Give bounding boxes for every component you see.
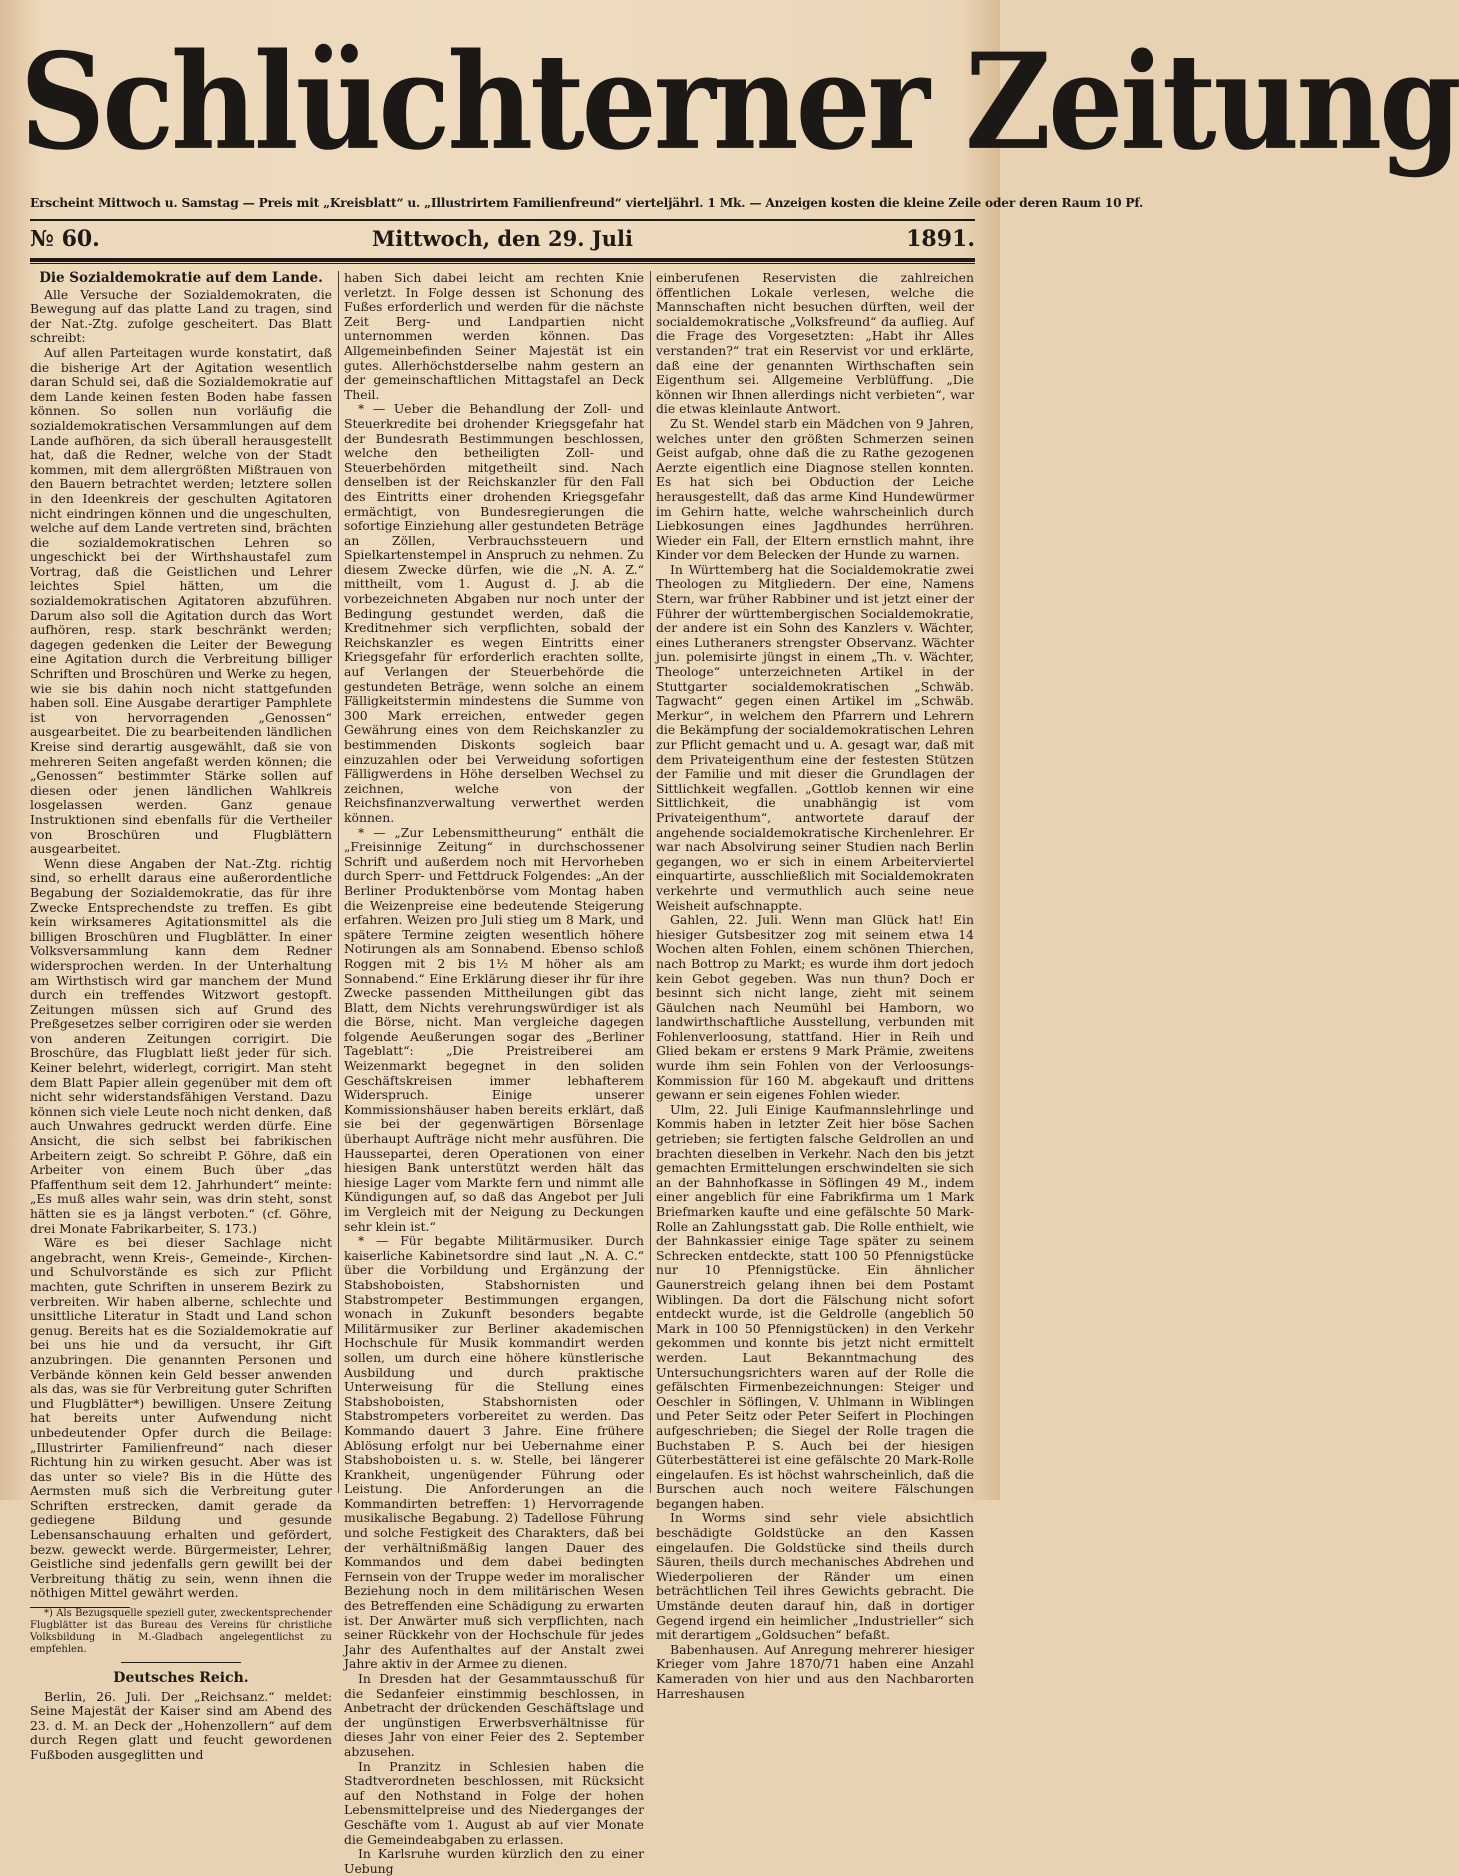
article-paragraph: haben Sich dabei leicht am rechten Knie verletzt. In Folge dessen ist Schonung des Fußes erforderlich und werden für die nächste Zeit Berg- und Landpartien nicht unternommen werden können. Das Allgemeinbefinden Seiner Majestät ist ein gutes. Allerhöchstderselbe nahm gestern an der gemeinschaftlichen Mittagstafel an Deck Theil. [344,270,644,402]
header-rule [30,219,975,221]
issue-dateline [30,226,975,256]
footnote: *) Als Bezugsquelle speziell guter, zweckentsprechender Flugblätter ist das Bureau des Vereins für christliche Volksbildung in M.-Gladbach angelegentlichst zu empfehlen. [30,1608,332,1656]
article-paragraph: einberufenen Reservisten die zahlreichen öffentlichen Lokale verlesen, welche die Mannschaften nicht besuchen dürften, weil der socialdemokratische „Volksfreund“ da auflieg. Auf die Frage des Vorgesetzten: „Habt ihr Alles verstanden?“ trat ein Reservist vor und erklärte, daß eine der genannten Wirthschaften sein Eigenthum sei. Allgemeine Verblüffung. „Die können wir Ihnen allerdings nicht verbieten“, war die etwas kleinlaute Antwort. [656,270,974,417]
article-heading: Die Sozialdemokratie auf dem Lande. [39,270,323,286]
article-paragraph: * — Für begabte Militärmusiker. Durch kaiserliche Kabinetsordre sind laut „N. A. C.“ über die Vorbildung und Ergänzung der Stabshoboisten, Stabshornisten und Stabstrompeter Bestimmungen ergangen, wonach in Zukunft besonders begabte Militärmusiker zur Berliner akademischen Hochschule für Musik kommandirt werden sollen, um durch eine höhere künstlerische Ausbildung und durch praktische Unterweisung für die Stellung eines Stabshoboisten, Stabshornisten oder Stabstrompeters vorbereitet zu werden. Das Kommando dauert 3 Jahre. Eine frühere Ablösung erfolgt nur bei Uebernahme einer Stabshoboisten u. s. w. Stelle, bei längerer Krankheit, ungenügender Führung oder Leistung. Die Anforderungen an die Kommandirten betreffen: 1) Hervorragende musikalische Begabung. 2) Tadellose Führung und solche Festigkeit des Charakters, daß bei der verhältnißmäßig langen Dauer des Kommandos und dem dabei bedingten Fernsein von der Truppe weder im moralischer Beziehung noch in dem militärischen Wesen des Betreffenden eine Schädigung zu erwarten ist. Der Anwärter muß sich verpflichten, nach seiner Rückkehr von der Hochschule für jedes Jahr des Aufenthaltes auf der Anstalt zwei Jahre aktiv in der Armee zu dienen. [344,1233,644,1672]
column-1 [30,270,332,1762]
masthead-title: Schlüchterner Zeitung [20,23,1459,180]
article-paragraph: In Karlsruhe wurden kürzlich den zu einer Uebung [344,1846,644,1876]
article-paragraph: * — Ueber die Behandlung der Zoll- und Steuerkredite bei drohender Kriegsgefahr hat der Bundesrath Bestimmungen beschlossen, welche den betheiligten Zoll- und Steuerbehörden mitgetheilt sind. Nach denselben ist der Reichskanzler für den Fall des Eintritts einer drohenden Kriegsgefahr ermächtigt, von Bundesregierungen die sofortige Einziehung aller gestundeten Beträge an Zöllen, Verbrauchssteuern und Spielkartenstempel in Anspruch zu nehmen. Zu diesem Zwecke dürfen, wie die „N. A. Z.“ mittheilt, vom 1. August d. J. ab die vorbezeichneten Abgaben nur noch unter der Bedingung gestundet werden, daß die Kreditnehmer sich verpflichten, sobald der Reichskanzler es wegen Eintritts einer Kriegsgefahr für erforderlich erachten sollte, auf Verlangen der Steuerbehörde die gestundeten Beträge, wenn solche an einem Fälligkeitstermin mindestens die Summe von 300 Mark erreichen, entweder gegen Gewährung eines von dem Reichskanzler zu bestimmenden Diskonts sogleich baar einzuzahlen oder bei Verweidung sofortigen Fälligwerdens in Höhe derselben Wechsel zu zeichnen, welche von der Reichsfinanzverwaltung verwerthet werden können. [344,401,644,825]
article-paragraph: Ulm, 22. Juli Einige Kaufmannslehrlinge und Kommis haben in letzter Zeit hier böse Sachen getrieben; sie fertigten falsche Geldrollen an und brachten dieselben in Verkehr. Nach den bis jetzt gemachten Ermittelungen erschwindelten sie sich an der Bahnhofkasse in Söflingen 49 M., indem einer angeblich für eine Fabrikfirma um 1 Mark Briefmarken kaufte und eine gefälschte 50 Mark-Rolle an Zahlungsstatt gab. Die Rolle enthielt, wie der Bahnkassier einige Tage später zu seinem Schrecken entdeckte, statt 100 50 Pfennigstücke nur 10 Pfennigstücke. Ein ähnlicher Gaunerstreich gelang ihnen bei dem Postamt Wiblingen. Da dort die Fälschung nicht sofort entdeckt wurde, ist die Geldrolle (angeblich 50 Mark in 100 50 Pfennigstücken) in den Verkehr gekommen und konnte bis jetzt nicht ermittelt werden. Laut Bekanntmachung des Untersuchungsrichters waren auf der Rolle die gefälschten Firmenbezeichnungen: Steiger und Oeschler in Söflingen, V. Uhlmann in Wiblingen und Peter Seitz oder Peter Seifert in Plochingen aufgeschrieben; die Siegel der Rolle tragen die Buchstaben P. S. Auch bei der hiesigen Güterbestätterei ist eine gefälschte 20 Mark-Rolle eingelaufen. Es ist höchst wahrscheinlich, daß die Burschen auch noch weitere Fälschungen begangen haben. [656,1101,974,1511]
article-paragraph: In Pranzitz in Schlesien haben die Stadtverordneten beschlossen, mit Rücksicht auf den Nothstand in Folge der hohen Lebensmittelpreise und des Niederganges der Geschäfte vom 1. August ab auf vier Monate die Gemeindeabgaben zu erlassen. [344,1758,644,1847]
article-paragraph: Gahlen, 22. Juli. Wenn man Glück hat! Ein hiesiger Gutsbesitzer zog mit seinem etwa 14 Wochen alten Fohlen, einem schönen Thierchen, nach Bottrop zu Markt; es wurde ihm dort jedoch kein Gebot gegeben. Was nun thun? Doch er besinnt sich nicht lange, zieht mit seinem Gäulchen nach Neumühl bei Hamborn, wo landwirthschaftliche Ausstellung, verbunden mit Fohlenverloosung, stattfand. Hier in Reih und Glied bekam er erstens 9 Mark Prämie, zweitens wurde ihm sein Fohlen von der Verloosungs-Kommission für 160 M. abgekauft und drittens gewann er sein eigenes Fohlen wieder. [656,912,974,1103]
article-paragraph: Auf allen Parteitagen wurde konstatirt, daß die bisherige Art der Agitation wesentlich daran Schuld sei, daß die Sozialdemokratie auf dem Lande keinen festen Boden habe fassen können. So sollen nun vorläufig die sozialdemokratischen Versammlungen auf dem Lande aufhören, da sich überall herausgestellt hat, daß die Redner, welche von der Stadt kommen, mit dem allergrößten Mißtrauen von den Bauern betrachtet werden; letztere sollen in den Ideenkreis der geschulten Agitatoren nicht eindringen können und die ungeschulten, welche auf dem Lande vertreten sind, brächten die sozialdemokratischen Lehren so ungeschickt bei der Wirthshaustafel zum Vortrag, daß die Geistlichen und Lehrer leichtes Spiel hätten, um die sozialdemokratischen Agitatoren abzuführen. Darum also soll die Agitation durch das Wort aufhören, resp. stark beschränkt werden; dagegen gedenken die Leiter der Bewegung eine Agitation durch die Verbreitung billiger Schriften und Broschüren und Werke zu hegen, wie sie bis dahin noch nicht stattgefunden haben soll. Eine Ausgabe derartiger Pamphlete ist von hervorragenden „Genossen“ ausgearbeitet. Die zu bearbeitenden ländlichen Kreise sind derartig ausgewählt, daß sie von mehreren Seiten angefaßt werden können; die „Genossen“ bestimmter Stärke sollen auf diesen oder jenen ländlichen Wahlkreis losgelassen werden. Ganz genaue Instruktionen sind ebenfalls für die Vertheiler von Broschüren und Flugblättern ausgearbeitet. [30,344,332,857]
column-3 [656,270,974,1701]
section-heading: Deutsches Reich. [113,1670,249,1687]
article-paragraph: Wenn diese Angaben der Nat.-Ztg. richtig sind, so erhellt daraus eine außerordentliche Begabung der Sozialdemokratie, das für ihre Zwecke Entsprechendste zu treffen. Es gibt kein wirksameres Agitationsmittel als die billigen Broschüren und Flugblätter. In einer Volksversammlung kann dem Redner widersprochen werden. In der Unterhaltung am Wirthstisch wird gar manchem der Mund durch ein treffendes Witzwort gestopft. Zeitungen müssen sich auf Grund des Preßgesetzes selber corrigiren oder sie werden von anderen Zeitungen corrigirt. Die Broschüre, das Flugblatt ließt jeder für sich. Keiner belehrt, widerlegt, corrigirt. Man steht dem Blatt Papier allein gegenüber mit dem oft nicht sehr widerstandsfähigen Verstand. Dazu können sich viele Leute noch nicht denken, daß auch Unwahres gedruckt werden dürfe. Eine Ansicht, die sich selbst bei fabrikischen Arbeitern zeigt. So schreibt P. Göhre, daß ein Arbeiter von einem Buch über „das Pfaffenthum seit dem 12. Jahrhundert“ meinte: „Es muß alles wahr sein, was drin steht, sonst hätten sie es ja längst verboten.“ (cf. Göhre, drei Monate Fabrikarbeiter, S. 173.) [30,855,332,1236]
article-paragraph: Wäre es bei dieser Sachlage nicht angebracht, wenn Kreis-, Gemeinde-, Kirchen- und Schulvorstände es sich zur Pflicht machten, gute Schriften in unserem Bezirk zu verbreiten. Wir haben alberne, schlechte und unsittliche Literatur in Stadt und Land schon genug. Bereits hat es die Sozialdemokratie auf bei uns hie und da versucht, ihr Gift anzubringen. Die genannten Personen und Verbände können kein Geld besser anwenden als das, was sie für Verbreitung guter Schriften und Flugblätter*) bewilligen. Unsere Zeitung hat bereits unter Aufwendung nicht unbedeutender Opfer durch die Beilage: „Illustrirter Familienfreund“ nach dieser Richtung hin zu wirken gesucht. Aber was ist das unter so viele? Bis in die Hütte des Aermsten muß sich die Verbreitung guter Schriften erstrecken, damit gerade da gediegene Bildung und gesunde Lebensanschauung erhalten und gefördert, bezw. geweckt werde. Bürgermeister, Lehrer, Geistliche sind jedenfalls gern gewillt bei der Verbreitung thätig zu sein, wenn ihnen die nöthigen Mittel gewährt werden. [30,1235,332,1601]
article-paragraph: * — „Zur Lebensmittheurung“ enthält die „Freisinnige Zeitung“ in durchschossener Schrift und außerdem noch mit Hervorheben durch Sperr- und Fettdruck Folgendes: „An der Berliner Produktenbörse vom Montag haben die Weizenpreise eine bedeutende Steigerung erfahren. Weizen pro Juli stieg um 8 Mark, und spätere Termine zeigten wesentlich höhere Notirungen als am Sonnabend. Ebenso schloß Roggen mit 2 bis 1½ M höher als am Sonnabend.“ Eine Erklärung dieser ihr für ihre Zwecke passenden Mittheilungen gibt das Blatt, dem Nichts verehrungswürdiger ist als die Börse, nicht. Man vergleiche dagegen folgende Aeußerungen sogar des „Berliner Tageblatt“: „Die Preistreiberei am Weizenmarkt begegnet in den soliden Geschäftskreisen immer lebhafterem Widerspruch. Einige unserer Kommissionshäuser haben bereits erklärt, daß sie bei der gegenwärtigen Börsenlage überhaupt Aufträge nicht mehr ausführen. Die Haussepartei, deren Operationen von einer hiesigen Bank unterstützt werden hält das hiesige Lager vom Markte fern und nimmt alle Kündigungen auf, so daß das Angebot per Juli im Vergleich mit der Neigung zu Deckungen sehr klein ist.“ [344,824,644,1234]
dateline-rule-thick [30,258,975,262]
article-paragraph: Alle Versuche der Sozialdemokraten, die Bewegung auf das platte Land zu tragen, sind der Nat.-Ztg. zufolge gescheitert. Das Blatt schreibt: [30,286,332,346]
article-paragraph: Berlin, 26. Juli. Der „Reichsanz.“ meldet: Seine Majestät der Kaiser sind am Abend des 23. d. M. an Deck der „Hohenzollern“ auf dem durch Regen glatt und feucht gewordenen Fußboden ausgeglitten und [30,1688,332,1762]
dateline-rule-thin [30,263,975,264]
article-paragraph: In Worms sind sehr viele absichtlich beschädigte Goldstücke an den Kassen eingelaufen. Die Goldstücke sind theils durch Säuren, theils durch mechanisches Abdrehen und Wiederpolieren der Ränder um einen beträchtlichen Teil ihres Gewichts gebracht. Die Umstände deuten darauf hin, daß in dortiger Gegend irgend ein heimlicher „Industrieller“ sich mit derartigem „Goldsuchen“ befaßt. [656,1510,974,1643]
article-paragraph: Babenhausen. Auf Anregung mehrerer hiesiger Krieger vom Jahre 1870/71 haben eine Anzahl Kameraden von hier und aus den Nachbarorten Harreshausen [656,1641,974,1701]
section-rule [121,1662,241,1663]
article-paragraph: In Württemberg hat die Socialdemokratie zwei Theologen zu Mitgliedern. Der eine, Namens Stern, war früher Rabbiner und ist jetzt einer der Führer der württembergischen Socialdemokratie, der andere ist ein Sohn des Kanzlers v. Wächter, eines Lutheraners strengster Observanz. Wächter jun. polemisirte jüngst in einem „Th. v. Wächter, Theologe“ unterzeichneten Artikel in der Stuttgarter socialdemokratischen „Schwäb. Tagwacht“ gegen einen Artikel im „Schwäb. Merkur“, in welchem den Pfarrern und Lehrern die Bekämpfung der socialdemokratischen Lehren zur Pflicht gemacht und u. A. gesagt war, daß mit dem Privateigenthum eine der festesten Stützen der Familie und mit dieser die Grundlagen der Sittlichkeit wegfallen. „Gottlob kennen wir eine Sittlichkeit, die unabhängig ist vom Privateigenthum“, antwortete darauf der angehende socialdemokratische Kirchenlehrer. Er war nach Absolvirung seiner Studien nach Berlin gegangen, wo er sich in einem Arbeiterviertel einquartirte, ausschließlich mit Socialdemokraten verkehrte und vermuthlich auch seine neue Weisheit aufschnappte. [656,561,974,913]
column-2 [344,270,644,1876]
article-paragraph: In Dresden hat der Gesammtausschuß für die Sedanfeier einstimmig beschlossen, in Anbetracht der drückenden Geschäftslage und der ungünstigen Erwerbsverhältnisse für dieses Jahr von einer Feier des 2. September abzusehen. [344,1671,644,1759]
article-paragraph: Zu St. Wendel starb ein Mädchen von 9 Jahren, welches unter den größten Schmerzen seinen Geist aufgab, ohne daß die zu Rathe gezogenen Aerzte eigentlich eine Diagnose stellen konnten. Es hat sich bei Obduction der Leiche herausgestellt, daß das arme Kind Hundewürmer im Gehirn hatte, welche wahrscheinlich durch Liebkosungen eines Jagdhundes herrühren. Wieder ein Fall, der Eltern ernstlich mahnt, ihre Kinder vor dem Belecken der Hunde zu warnen. [656,415,974,563]
issue-date: Mittwoch, den 29. Juli [371,226,633,251]
subscription-info-line: Erscheint Mittwoch u. Samstag — Preis mit „Kreisblatt“ u. „Illustrirtem Familienfreund“ vierteljährl. 1 Mk. — Anzeigen kosten die kleine Zeile oder deren Raum 10 Pf. [30,196,1144,210]
column-divider [338,271,339,1493]
column-divider [650,271,651,1493]
issue-year: 1891. [906,226,975,252]
issue-number: № 60. [30,226,100,252]
